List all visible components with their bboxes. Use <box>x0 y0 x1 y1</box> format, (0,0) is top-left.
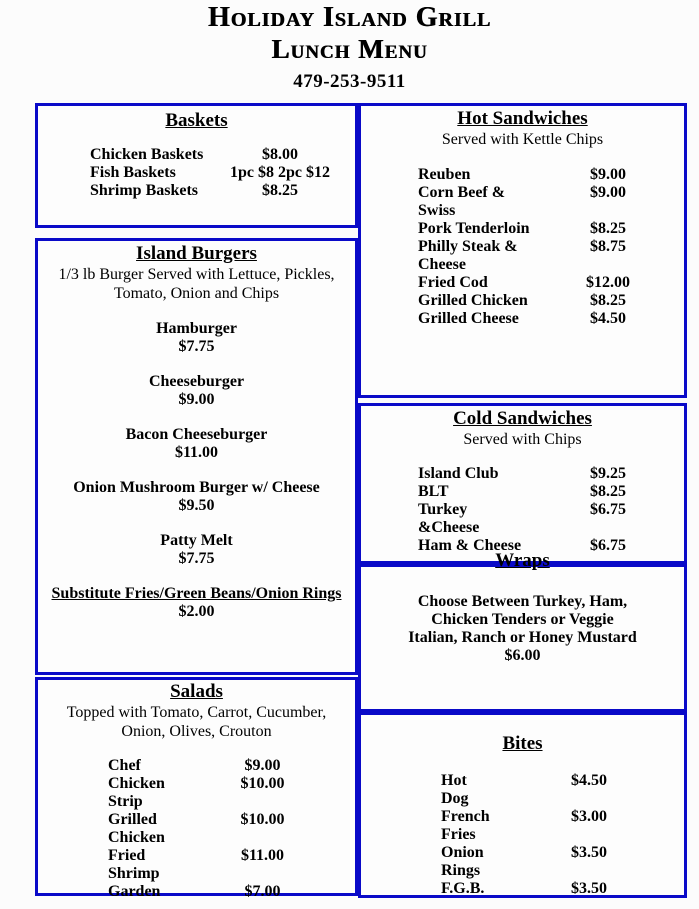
item-name: Garden <box>108 883 161 900</box>
section-baskets <box>35 103 358 228</box>
item-price: $9.00 <box>178 391 215 408</box>
item-price: $4.50 <box>590 310 626 327</box>
item-price: $8.25 <box>262 182 298 199</box>
item-name: Chicken Strip <box>108 775 165 810</box>
menu-item-row <box>361 238 684 274</box>
menu-item-row <box>38 811 355 847</box>
section-heading: Hot Sandwiches <box>457 108 588 129</box>
menu-item-block <box>38 426 355 462</box>
item-name: French Fries <box>441 808 490 843</box>
menu-item-row <box>361 483 684 501</box>
item-name: Hamburger <box>156 320 237 337</box>
menu-item-block <box>38 320 355 356</box>
item-price: $11.00 <box>174 444 219 461</box>
menu-item-row <box>38 847 355 883</box>
section-subtitle: Served with Kettle Chips <box>441 131 604 148</box>
item-name: Hot Dog <box>441 772 469 807</box>
wraps-price: $6.00 <box>504 647 541 664</box>
menu-item-row <box>361 274 684 292</box>
item-list <box>38 757 355 901</box>
menu-item-block <box>38 532 355 568</box>
menu-item-row <box>361 310 684 328</box>
item-price: $6.75 <box>590 537 626 554</box>
item-name: Shrimp Baskets <box>90 182 199 199</box>
item-price: $10.00 <box>240 775 285 792</box>
menu-item-row <box>38 146 355 164</box>
substitution-price: $2.00 <box>178 603 215 620</box>
section-salads <box>35 677 358 900</box>
menu-item-row <box>361 166 684 184</box>
section-subtitle-line: Topped with Tomato, Carrot, Cucumber, <box>66 704 327 721</box>
wraps-line: Italian, Ranch or Honey Mustard <box>408 629 637 646</box>
section-wraps <box>358 550 687 712</box>
menu-item-row <box>361 808 684 844</box>
restaurant-title: Holiday Island Grill <box>207 2 492 33</box>
item-price: $8.25 <box>590 483 626 500</box>
menu-item-row <box>38 775 355 811</box>
section-island-burgers <box>35 238 358 675</box>
item-price: $7.75 <box>178 550 215 567</box>
item-name: Philly Steak & Cheese <box>418 238 518 273</box>
section-subtitle-line: Tomato, Onion and Chips <box>113 285 280 302</box>
item-name: Fish Baskets <box>90 164 176 181</box>
item-name: Onion Mushroom Burger w/ Cheese <box>73 479 320 496</box>
item-price: $3.50 <box>571 844 607 861</box>
menu-item-row <box>38 182 355 200</box>
menu-item-block <box>38 479 355 515</box>
item-price: $9.50 <box>178 497 215 514</box>
wraps-line: Choose Between Turkey, Ham, <box>417 593 628 610</box>
section-heading: Cold Sandwiches <box>453 408 592 429</box>
item-name: Onion Rings <box>441 844 484 879</box>
section-subtitle-line: 1/3 lb Burger Served with Lettuce, Pickles, <box>58 266 335 283</box>
section-heading: Wraps <box>495 550 550 571</box>
item-price: $8.25 <box>590 292 626 309</box>
item-name: Grilled Chicken <box>418 292 528 309</box>
item-price: $6.75 <box>590 501 626 518</box>
section-heading: Island Burgers <box>136 243 257 264</box>
item-name: Grilled Cheese <box>418 310 519 327</box>
menu-item-block <box>38 373 355 409</box>
section-bites <box>358 712 687 898</box>
menu-item-row <box>361 220 684 238</box>
menu-item-row <box>361 184 684 220</box>
section-subtitle: Served with Chips <box>463 431 582 448</box>
item-list <box>361 772 684 898</box>
item-name: F.G.B. <box>441 880 485 897</box>
section-hot-sandwiches <box>358 103 687 398</box>
item-name: Bacon Cheeseburger <box>125 426 268 443</box>
item-price: $9.00 <box>590 166 626 183</box>
wraps-line: Chicken Tenders or Veggie <box>431 611 614 628</box>
menu-item-row <box>38 164 355 182</box>
item-price: $12.00 <box>586 274 630 291</box>
item-price: $4.50 <box>571 772 607 789</box>
menu-item-row <box>38 883 355 901</box>
item-name: Patty Melt <box>160 532 233 549</box>
item-name: Chef <box>108 757 141 774</box>
item-price: $9.00 <box>590 184 626 201</box>
item-price: $3.50 <box>571 880 607 897</box>
item-name: Fried Cod <box>418 274 488 291</box>
item-list <box>38 146 355 200</box>
menu-item-row <box>38 757 355 775</box>
item-price: $8.25 <box>590 220 626 237</box>
item-price: $9.25 <box>590 465 626 482</box>
item-name: Grilled Chicken <box>108 811 165 846</box>
menu-item-row <box>361 501 684 537</box>
section-heading: Bites <box>502 733 543 754</box>
phone-number: 479-253-9511 <box>293 71 406 92</box>
menu-item-row <box>361 844 684 880</box>
section-heading: Salads <box>170 681 223 702</box>
item-price: $9.00 <box>244 757 281 774</box>
menu-item-row <box>361 465 684 483</box>
item-name: Turkey &Cheese <box>418 501 480 536</box>
item-price: $7.00 <box>244 883 281 900</box>
item-name: Reuben <box>418 166 471 183</box>
menu-item-row <box>361 880 684 898</box>
item-name: Chicken Baskets <box>90 146 204 163</box>
menu-item-row <box>361 292 684 310</box>
item-price: $10.00 <box>240 811 285 828</box>
item-name: Pork Tenderloin <box>418 220 530 237</box>
item-name: BLT <box>418 483 449 500</box>
item-price: $3.00 <box>571 808 607 825</box>
item-price: 1pc $8 2pc $12 <box>230 164 330 181</box>
section-heading: Baskets <box>165 110 228 131</box>
item-price: $8.00 <box>262 146 298 163</box>
item-name: Cheeseburger <box>148 373 245 390</box>
item-list <box>361 465 684 555</box>
substitution-name: Substitute Fries/Green Beans/Onion Rings <box>51 585 342 602</box>
menu-header <box>0 0 699 93</box>
section-cold-sandwiches <box>358 403 687 564</box>
item-price: $7.75 <box>178 338 215 355</box>
section-subtitle-line: Onion, Olives, Crouton <box>121 723 272 740</box>
menu-item-row <box>361 772 684 808</box>
item-list <box>361 166 684 328</box>
item-name: Fried Shrimp <box>108 847 160 882</box>
item-name: Ham & Cheese <box>418 537 522 554</box>
wraps-description <box>361 593 684 665</box>
substitution-note <box>38 585 355 621</box>
menu-subtitle: Lunch Menu <box>271 34 428 64</box>
item-price: $8.75 <box>590 238 626 255</box>
item-name: Corn Beef & Swiss <box>418 184 506 219</box>
item-name: Island Club <box>418 465 499 482</box>
item-price: $11.00 <box>240 847 285 864</box>
